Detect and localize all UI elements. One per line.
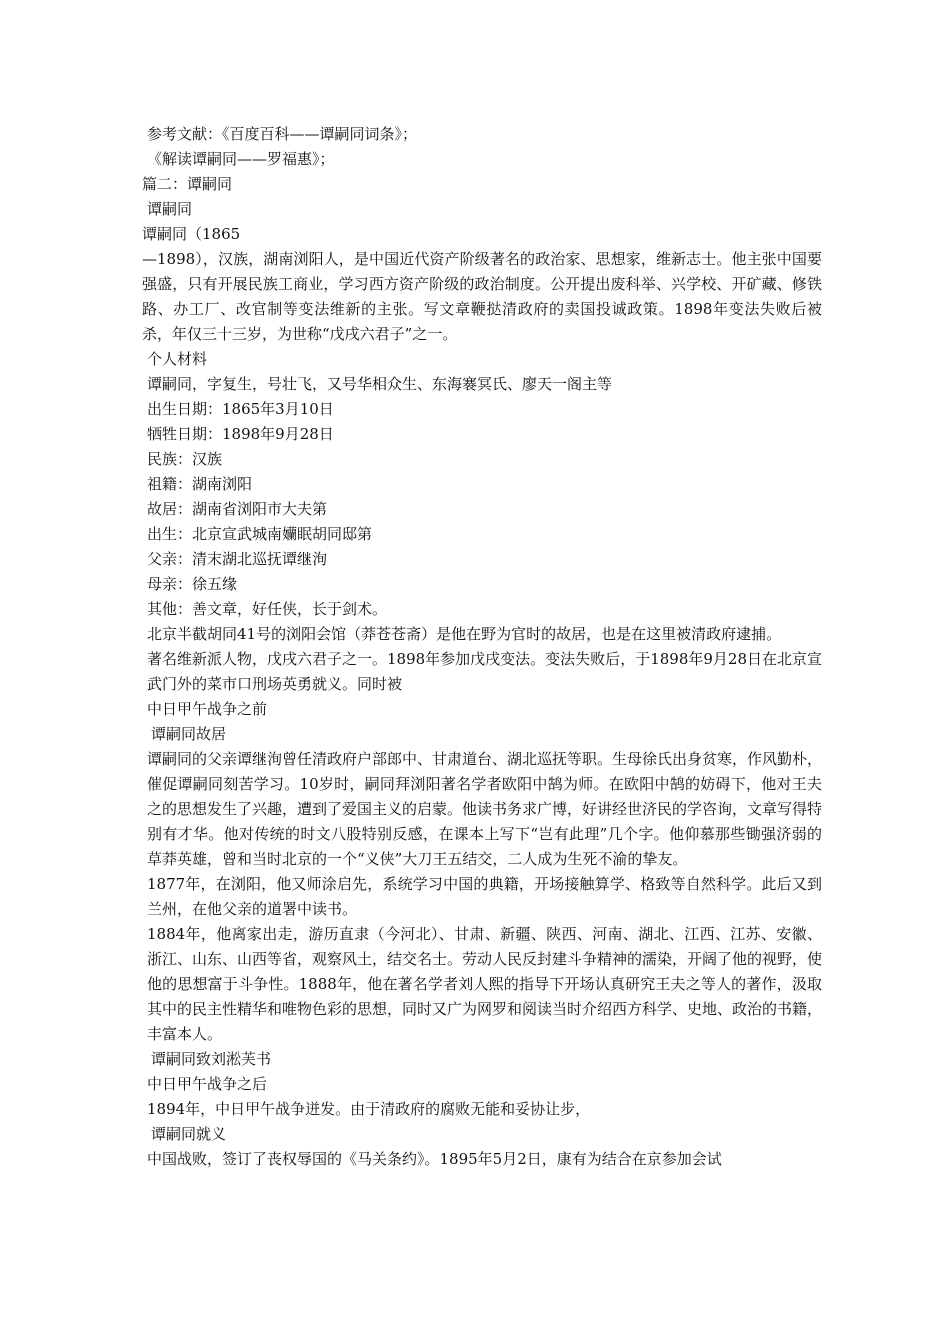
martyrdom-caption: 谭嗣同就义 (151, 1125, 227, 1143)
after-war-heading: 中日甲午战争之后 (147, 1075, 268, 1093)
paragraph-1877: 1877年，在浏阳，他又师涂启先，系统学习中国的典籍，开场接触算学、格致等自然科学。此后又到兰州，在他父亲的道署中读书。 (147, 875, 822, 918)
subject-heading: 谭嗣同 (147, 200, 193, 218)
reference-line-2: 《解读谭嗣同——罗福惠》； (147, 150, 335, 168)
personal-info-heading: 个人材料 (147, 350, 208, 368)
birthplace: 出生：北京宣武城南孏眠胡同邸第 (147, 525, 373, 543)
reference-line: 参考文献：《百度百科——谭嗣同词条》； (147, 125, 418, 143)
intro-paragraph: —1898），汉族，湖南浏阳人，是中国近代资产阶级著名的政治家、思想家，维新志士。他主张中国要强盛，只有开展民族工商业，学习西方资产阶级的政治制度。公开提出废科举、兴学校、开矿藏、修铁路、办工厂、改官制等变法维新的主张。写文章鞭挞清政府的卖国投诚政策。1898年变法失败后被杀，年仅三十三岁，为世称“戊戌六君子”之一。 (142, 250, 822, 343)
beijing-paragraph: 北京半截胡同41号的浏阳会馆（莽苍苍斋）是他在野为官时的故居，也是在这里被清政府逮捕。 (147, 625, 782, 643)
section-title: 篇二：谭嗣同 (142, 175, 233, 193)
paragraph-1894: 1894年，中日甲午战争迸发。由于清政府的腐败无能和妥协让步， (147, 1100, 591, 1118)
intro-first-line: 谭嗣同（1865 (142, 225, 241, 243)
paragraph-1884: 1884年，他离家出走，游历直隶（今河北）、甘肃、新疆、陕西、河南、湖北、江西、江苏、安徽、浙江、山东、山西等省，观察风土，结交名士。劳动人民反封建斗争精神的濡染，开阔了他的视野，使他的思想富于斗争性。1888年，他在著名学者刘人熙的指导下开场认真研究王夫之等人的著作，汲取其中的民主性精华和唯物色彩的思想，同时又广为网罗和阅读当时介绍西方科学、史地、政治的书籍，丰富本人。 (147, 925, 823, 1043)
courtesy-names: 谭嗣同，字复生，号壮飞，又号华相众生、东海褰冥氏、廖天一阁主等 (147, 375, 613, 393)
father-paragraph: 谭嗣同的父亲谭继洵曾任清政府户部郎中、甘肃道台、湖北巡抚等职。生母徐氏出身贫寒，作风勤朴，催促谭嗣同刻苦学习。10岁时，嗣同拜浏阳著名学者欧阳中鹄为师。在欧阳中鹄的妨碍下，他对王夫之的思想发生了兴趣，遭到了爱国主义的启蒙。他读书务求广博，好讲经世济民的学咨询，文章写得特别有才华。他对传统的时文八股特别反感，在课本上写下“岂有此理”几个字。他仰慕那些锄强济弱的草莽英雄，曾和当时北京的一个“义侠”大刀王五结交，二人成为生死不渝的挚友。 (147, 750, 823, 868)
before-war-heading: 中日甲午战争之前 (147, 700, 268, 718)
reform-paragraph: 著名维新派人物，戊戌六君子之一。1898年参加戊戌变法。变法失败后，于1898年9月28日在北京宣武门外的菜市口刑场英勇就义。同时被 (147, 650, 822, 693)
ethnicity: 民族：汉族 (147, 450, 223, 468)
father-info: 父亲：清末湖北巡抚谭继洵 (147, 550, 328, 568)
death-date: 牺牲日期：1898年9月28日 (147, 425, 334, 443)
ancestral-home: 祖籍：湖南浏阳 (147, 475, 253, 493)
mother-info: 母亲：徐五缘 (147, 575, 238, 593)
document-body (142, 122, 822, 1172)
residence-caption: 谭嗣同故居 (151, 725, 227, 743)
former-residence: 故居：湖南省浏阳市大夫第 (147, 500, 328, 518)
last-line: 中国战败，签订了丧权辱国的《马关条约》。1895年5月2日，康有为结合在京参加会试 (147, 1150, 722, 1168)
birth-date: 出生日期：1865年3月10日 (147, 400, 334, 418)
letter-caption: 谭嗣同致刘淞芙书 (151, 1050, 272, 1068)
other-info: 其他：善文章，好任侠，长于剑术。 (147, 600, 388, 618)
